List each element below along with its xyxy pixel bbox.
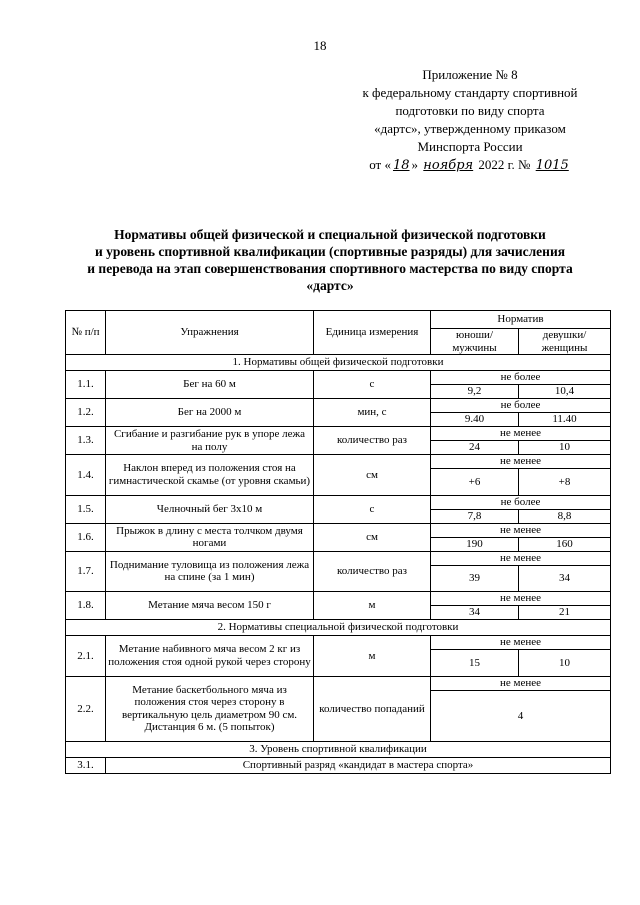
row-exercise: Бег на 2000 м (106, 399, 314, 427)
row-unit: м (314, 636, 431, 677)
section-title: 1. Нормативы общей физической подготовки (66, 355, 611, 371)
row-girls-value: 8,8 (519, 509, 611, 523)
table-row (66, 495, 611, 509)
section-title: 3. Уровень спортивной квалификации (66, 742, 611, 758)
row-boys-value: 9,2 (431, 385, 519, 399)
row-num: 1.8. (66, 592, 106, 620)
table-row (66, 676, 611, 690)
header-girls: девушки/ женщины (519, 329, 611, 355)
title-line-1: Нормативы общей физической и специальной физической подготовки (114, 227, 546, 242)
table-row (66, 523, 611, 537)
row-unit: с (314, 371, 431, 399)
table-row (66, 371, 611, 385)
page-number: 18 (313, 38, 327, 53)
order-year: 2022 г. № (478, 157, 531, 172)
table-row (66, 455, 611, 469)
order-month: ноября (423, 158, 474, 173)
row-criterion: не менее (431, 455, 611, 469)
row-criterion: не менее (431, 636, 611, 650)
row-boys-value: +6 (431, 469, 519, 496)
row-criterion: не более (431, 371, 611, 385)
row-criterion: не более (431, 495, 611, 509)
header-norm: Норматив (431, 311, 611, 329)
row-boys-value: 15 (431, 650, 519, 677)
row-exercise: Прыжок в длину с места толчком двумя ногами (106, 523, 314, 551)
appendix-block (330, 66, 610, 175)
row-girls-value: 10 (519, 441, 611, 455)
appendix-line-4: «дартс», утвержденному приказом (374, 121, 566, 136)
row-num: 1.7. (66, 551, 106, 592)
table-row (66, 758, 611, 774)
date-mid: » (411, 157, 419, 172)
row-exercise: Поднимание туловища из положения лежа на спине (за 1 мин) (106, 551, 314, 592)
row-num: 1.1. (66, 371, 106, 399)
row-criterion: не менее (431, 427, 611, 441)
row-exercise: Сгибание и разгибание рук в упоре лежа на полу (106, 427, 314, 455)
row-boys-value: 190 (431, 537, 519, 551)
row-unit: мин, с (314, 399, 431, 427)
row-criterion: не менее (431, 592, 611, 606)
row-exercise: Спортивный разряд «кандидат в мастера спорта» (106, 758, 611, 774)
row-criterion: не более (431, 399, 611, 413)
row-num: 2.2. (66, 676, 106, 742)
norms-table (65, 310, 611, 774)
row-unit: м (314, 592, 431, 620)
row-girls-value: 160 (519, 537, 611, 551)
row-boys-value: 24 (431, 441, 519, 455)
section-row (66, 742, 611, 758)
appendix-line-2: к федеральному стандарту спортивной (362, 85, 578, 100)
table-body (66, 355, 611, 774)
date-prefix: от « (369, 157, 391, 172)
row-exercise: Метание баскетбольного мяча из положения стоя через сторону в вертикальную цель диаметром 90 см. Дистанция 6 м. (5 попыток) (106, 676, 314, 742)
row-girls-value: +8 (519, 469, 611, 496)
table-row (66, 427, 611, 441)
header-exercise: Упражнения (106, 311, 314, 355)
row-num: 1.6. (66, 523, 106, 551)
section-row (66, 355, 611, 371)
row-boys-value: 9.40 (431, 413, 519, 427)
order-day: 18 (392, 158, 410, 173)
row-common-value: 4 (431, 690, 611, 742)
row-boys-value: 7,8 (431, 509, 519, 523)
appendix-line-1: Приложение № 8 (422, 67, 518, 82)
table-row (66, 592, 611, 606)
section-row (66, 620, 611, 636)
title-line-2: и уровень спортивной квалификации (спортивные разряды) для зачисления (94, 244, 566, 259)
row-boys-value: 39 (431, 565, 519, 592)
table-row (66, 636, 611, 650)
row-girls-value: 11.40 (519, 413, 611, 427)
row-girls-value: 34 (519, 565, 611, 592)
order-date-line (330, 156, 610, 175)
table-row (66, 551, 611, 565)
row-num: 1.4. (66, 455, 106, 496)
table-row (66, 399, 611, 413)
appendix-line-5: Минспорта России (417, 139, 523, 154)
row-num: 3.1. (66, 758, 106, 774)
row-exercise: Челночный бег 3x10 м (106, 495, 314, 523)
appendix-line-3: подготовки по виду спорта (395, 103, 545, 118)
row-num: 2.1. (66, 636, 106, 677)
row-exercise: Наклон вперед из положения стоя на гимнастической скамье (от уровня скамьи) (106, 455, 314, 496)
row-unit: количество раз (314, 427, 431, 455)
row-unit: см (314, 455, 431, 496)
row-exercise: Метание мяча весом 150 г (106, 592, 314, 620)
row-girls-value: 10,4 (519, 385, 611, 399)
row-unit: см (314, 523, 431, 551)
row-num: 1.5. (66, 495, 106, 523)
row-num: 1.2. (66, 399, 106, 427)
document-title (50, 226, 610, 294)
header-boys: юноши/ мужчины (431, 329, 519, 355)
row-boys-value: 34 (431, 606, 519, 620)
row-criterion: не менее (431, 523, 611, 537)
row-criterion: не менее (431, 676, 611, 690)
title-line-4: «дартс» (306, 278, 354, 293)
section-title: 2. Нормативы специальной физической подготовки (66, 620, 611, 636)
row-girls-value: 21 (519, 606, 611, 620)
row-girls-value: 10 (519, 650, 611, 677)
row-unit: с (314, 495, 431, 523)
row-exercise: Бег на 60 м (106, 371, 314, 399)
header-unit: Единица измерения (314, 311, 431, 355)
row-num: 1.3. (66, 427, 106, 455)
order-number: 1015 (535, 158, 569, 173)
row-criterion: не менее (431, 551, 611, 565)
row-unit: количество раз (314, 551, 431, 592)
header-num: № п/п (66, 311, 106, 355)
row-unit: количество попаданий (314, 676, 431, 742)
row-exercise: Метание набивного мяча весом 2 кг из положения стоя одной рукой через сторону (106, 636, 314, 677)
title-line-3: и перевода на этап совершенствования спортивного мастерства по виду спорта (87, 261, 573, 276)
